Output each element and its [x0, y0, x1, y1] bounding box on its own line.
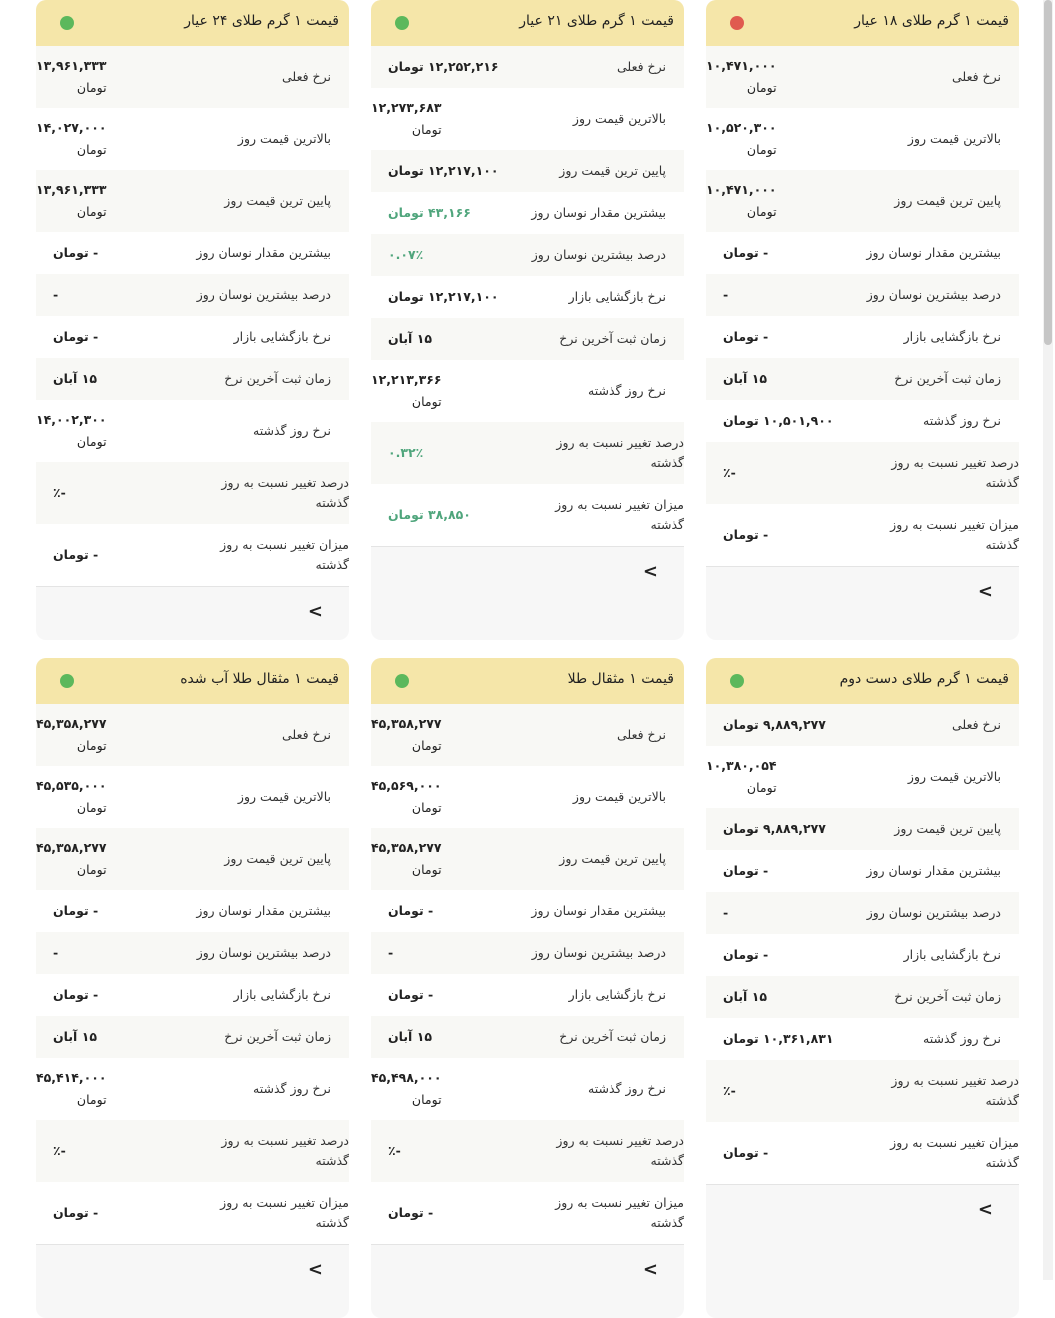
row-label: درصد تغییر نسبت به روز گذشته: [221, 475, 349, 510]
row-label: نرخ بازگشایی بازار: [903, 329, 1001, 344]
table-row: [706, 934, 1019, 976]
status-dot-icon: [395, 674, 409, 688]
value-number: ۱۳,۹۶۱,۳۳۳: [36, 182, 107, 197]
card-title: قیمت ۱ گرم طلای ۲۴ عیار: [184, 13, 339, 29]
row-value: -٪: [53, 485, 66, 500]
row-value: ۱۲,۲۱۷,۱۰۰ تومان: [388, 289, 499, 304]
status-dot-icon: [60, 16, 74, 30]
table-row: [371, 828, 684, 890]
table-row: [371, 1182, 684, 1244]
row-label: درصد تغییر نسبت به روز گذشته: [221, 1133, 349, 1168]
value-number: ۴۵,۳۵۸,۲۷۷: [36, 716, 107, 731]
table-row: [706, 1060, 1019, 1122]
value-unit: تومان: [76, 862, 107, 877]
table-row: [706, 504, 1019, 566]
row-label: پایین ترین قیمت روز: [224, 851, 331, 866]
card-footer: [36, 1244, 349, 1280]
row-label: بالاترین قیمت روز: [572, 111, 666, 126]
table-row: [706, 1018, 1019, 1060]
row-label: زمان ثبت آخرین نرخ: [224, 371, 331, 386]
value-unit: تومان: [411, 394, 442, 409]
row-value: - تومان: [388, 903, 434, 918]
value-unit: تومان: [76, 204, 107, 219]
value-unit: تومان: [76, 142, 107, 157]
row-value: [36, 837, 107, 881]
row-value: - تومان: [723, 947, 769, 962]
row-value: - تومان: [723, 245, 769, 260]
value-number: ۴۵,۵۳۵,۰۰۰: [36, 778, 107, 793]
card-header: [706, 658, 1019, 704]
row-value: - تومان: [53, 1205, 99, 1220]
row-value: -: [53, 945, 59, 960]
value-unit: تومان: [76, 1092, 107, 1107]
card-footer: [36, 586, 349, 622]
row-label: نرخ روز گذشته: [923, 1031, 1001, 1046]
row-value: - تومان: [53, 987, 99, 1002]
row-value: ۱۵ آبان: [53, 1029, 97, 1044]
table-row: [706, 442, 1019, 504]
value-number: ۱۴,۰۲۷,۰۰۰: [36, 120, 107, 135]
value-unit: تومان: [411, 862, 442, 877]
value-unit: تومان: [76, 80, 107, 95]
table-row: [706, 170, 1019, 232]
table-row: [706, 704, 1019, 746]
table-row: [371, 150, 684, 192]
row-value: ۴۳,۱۶۶ تومان: [388, 205, 471, 220]
row-value: [706, 117, 777, 161]
price-card: [706, 0, 1019, 640]
row-label: نرخ بازگشایی بازار: [903, 947, 1001, 962]
row-label: بالاترین قیمت روز: [907, 131, 1001, 146]
chevron-left-icon[interactable]: <: [307, 1259, 323, 1280]
row-label: بیشترین مقدار نوسان روز: [196, 903, 331, 918]
row-value: ۱۵ آبان: [388, 331, 432, 346]
table-row: [706, 746, 1019, 808]
value-unit: تومان: [746, 142, 777, 157]
table-row: [36, 524, 349, 586]
table-row: [36, 828, 349, 890]
row-value: [371, 1067, 442, 1111]
value-unit: تومان: [746, 780, 777, 795]
value-number: ۴۵,۴۱۴,۰۰۰: [36, 1070, 107, 1085]
table-row: [36, 232, 349, 274]
card-title: قیمت ۱ گرم طلای دست دوم: [839, 671, 1009, 687]
card-footer: [706, 566, 1019, 602]
row-value: -: [53, 287, 59, 302]
row-value: ۰.۰۷٪: [388, 247, 424, 262]
row-label: نرخ بازگشایی بازار: [233, 987, 331, 1002]
table-row: [371, 422, 684, 484]
row-label: نرخ روز گذشته: [923, 413, 1001, 428]
card-title: قیمت ۱ مثقال طلا: [567, 671, 674, 687]
row-value: - تومان: [53, 903, 99, 918]
row-label: درصد بیشترین نوسان روز: [196, 945, 331, 960]
row-label: بیشترین مقدار نوسان روز: [866, 245, 1001, 260]
row-value: -٪: [723, 465, 736, 480]
row-label: بیشترین مقدار نوسان روز: [196, 245, 331, 260]
card-header: [36, 658, 349, 704]
status-dot-icon: [730, 674, 744, 688]
table-row: [36, 1120, 349, 1182]
row-value: [36, 409, 107, 453]
row-value: ۱۰,۵۰۱,۹۰۰ تومان: [723, 413, 834, 428]
row-value: -: [723, 905, 729, 920]
row-label: بالاترین قیمت روز: [907, 769, 1001, 784]
row-label: درصد بیشترین نوسان روز: [866, 905, 1001, 920]
chevron-left-icon[interactable]: <: [642, 1259, 658, 1280]
table-row: [706, 808, 1019, 850]
card-header: [371, 658, 684, 704]
row-value: - تومان: [53, 329, 99, 344]
row-value: [706, 755, 777, 799]
row-value: ۱۰,۳۶۱,۸۳۱ تومان: [723, 1031, 834, 1046]
row-label: درصد بیشترین نوسان روز: [866, 287, 1001, 302]
table-row: [706, 892, 1019, 934]
table-row: [706, 46, 1019, 108]
row-label: نرخ فعلی: [282, 727, 331, 742]
row-value: [371, 97, 442, 141]
row-label: نرخ بازگشایی بازار: [568, 987, 666, 1002]
table-row: [36, 316, 349, 358]
row-value: [36, 713, 107, 757]
table-row: [371, 318, 684, 360]
row-value: ۱۵ آبان: [53, 371, 97, 386]
row-label: زمان ثبت آخرین نرخ: [894, 371, 1001, 386]
table-row: [371, 766, 684, 828]
table-row: [371, 88, 684, 150]
row-label: زمان ثبت آخرین نرخ: [224, 1029, 331, 1044]
row-value: ۱۲,۲۱۷,۱۰۰ تومان: [388, 163, 499, 178]
row-value: -: [388, 945, 394, 960]
value-number: ۴۵,۵۶۹,۰۰۰: [371, 778, 442, 793]
table-row: [706, 274, 1019, 316]
row-value: ۱۵ آبان: [723, 989, 767, 1004]
row-label: بیشترین مقدار نوسان روز: [531, 205, 666, 220]
value-unit: تومان: [411, 738, 442, 753]
row-label: درصد بیشترین نوسان روز: [531, 945, 666, 960]
row-label: میزان تغییر نسبت به روز گذشته: [890, 517, 1019, 552]
row-label: نرخ فعلی: [617, 727, 666, 742]
price-card: [371, 0, 684, 640]
table-row: [371, 974, 684, 1016]
card-title: قیمت ۱ گرم طلای ۱۸ عیار: [854, 13, 1009, 29]
row-label: نرخ فعلی: [952, 69, 1001, 84]
row-value: [371, 369, 442, 413]
row-value: - تومان: [723, 329, 769, 344]
row-label: پایین ترین قیمت روز: [559, 851, 666, 866]
row-value: [706, 179, 777, 223]
row-value: ۰.۳۲٪: [388, 445, 424, 460]
value-number: ۱۰,۵۲۰,۳۰۰: [706, 120, 777, 135]
chevron-left-icon[interactable]: <: [977, 1199, 993, 1220]
price-card: [36, 658, 349, 1318]
table-row: [706, 1122, 1019, 1184]
value-number: ۱۰,۴۷۱,۰۰۰: [706, 182, 777, 197]
row-label: میزان تغییر نسبت به روز گذشته: [220, 1195, 349, 1230]
row-value: -٪: [53, 1143, 66, 1158]
value-number: ۱۲,۲۱۳,۳۶۶: [371, 372, 442, 387]
row-value: [706, 55, 777, 99]
status-dot-icon: [60, 674, 74, 688]
value-unit: تومان: [746, 80, 777, 95]
table-row: [706, 976, 1019, 1018]
table-row: [36, 108, 349, 170]
card-header: [706, 0, 1019, 46]
row-label: پایین ترین قیمت روز: [894, 821, 1001, 836]
table-row: [706, 400, 1019, 442]
row-value: - تومان: [723, 1145, 769, 1160]
table-row: [371, 276, 684, 318]
table-row: [36, 1016, 349, 1058]
table-row: [36, 766, 349, 828]
price-card: [36, 0, 349, 640]
value-number: ۴۵,۳۵۸,۲۷۷: [371, 840, 442, 855]
row-label: بالاترین قیمت روز: [237, 131, 331, 146]
value-number: ۱۰,۴۷۱,۰۰۰: [706, 58, 777, 73]
table-row: [36, 274, 349, 316]
row-label: پایین ترین قیمت روز: [559, 163, 666, 178]
value-number: ۴۵,۴۹۸,۰۰۰: [371, 1070, 442, 1085]
row-value: [36, 179, 107, 223]
row-value: [36, 775, 107, 819]
table-row: [371, 890, 684, 932]
row-label: زمان ثبت آخرین نرخ: [559, 331, 666, 346]
row-label: درصد تغییر نسبت به روز گذشته: [556, 1133, 684, 1168]
card-title: قیمت ۱ گرم طلای ۲۱ عیار: [519, 13, 674, 29]
table-row: [36, 1058, 349, 1120]
chevron-left-icon[interactable]: <: [642, 561, 658, 582]
row-label: نرخ روز گذشته: [253, 423, 331, 438]
row-label: نرخ روز گذشته: [588, 1081, 666, 1096]
table-row: [706, 850, 1019, 892]
table-row: [36, 400, 349, 462]
price-card: [706, 658, 1019, 1318]
row-value: ۱۲,۲۵۲,۲۱۶ تومان: [388, 59, 499, 74]
row-value: - تومان: [723, 863, 769, 878]
row-label: بالاترین قیمت روز: [237, 789, 331, 804]
table-row: [371, 932, 684, 974]
table-row: [36, 1182, 349, 1244]
table-row: [371, 1016, 684, 1058]
table-row: [706, 232, 1019, 274]
row-label: میزان تغییر نسبت به روز گذشته: [890, 1135, 1019, 1170]
card-header: [36, 0, 349, 46]
row-label: نرخ فعلی: [952, 717, 1001, 732]
table-row: [36, 890, 349, 932]
row-value: - تومان: [388, 987, 434, 1002]
value-number: ۴۵,۳۵۸,۲۷۷: [36, 840, 107, 855]
row-label: درصد تغییر نسبت به روز گذشته: [891, 1073, 1019, 1108]
row-value: [36, 117, 107, 161]
row-label: میزان تغییر نسبت به روز گذشته: [555, 1195, 684, 1230]
value-number: ۴۵,۳۵۸,۲۷۷: [371, 716, 442, 731]
chevron-left-icon[interactable]: <: [307, 601, 323, 622]
row-value: ۹,۸۸۹,۲۷۷ تومان: [723, 717, 826, 732]
row-label: پایین ترین قیمت روز: [894, 193, 1001, 208]
row-value: [371, 713, 442, 757]
status-dot-icon: [395, 16, 409, 30]
row-value: ۹,۸۸۹,۲۷۷ تومان: [723, 821, 826, 836]
card-title: قیمت ۱ مثقال طلا آب شده: [180, 671, 339, 687]
row-value: [36, 55, 107, 99]
value-unit: تومان: [411, 122, 442, 137]
row-label: میزان تغییر نسبت به روز گذشته: [555, 497, 684, 532]
value-unit: تومان: [411, 1092, 442, 1107]
card-footer: [371, 546, 684, 582]
row-label: درصد بیشترین نوسان روز: [196, 287, 331, 302]
value-number: ۱۲,۲۷۳,۶۸۳: [371, 100, 442, 115]
table-row: [371, 234, 684, 276]
chevron-left-icon[interactable]: <: [977, 581, 993, 602]
row-value: - تومان: [723, 527, 769, 542]
table-row: [36, 932, 349, 974]
row-value: -٪: [723, 1083, 736, 1098]
row-label: بیشترین مقدار نوسان روز: [866, 863, 1001, 878]
table-row: [36, 974, 349, 1016]
table-row: [36, 462, 349, 524]
row-value: -٪: [388, 1143, 401, 1158]
row-label: نرخ بازگشایی بازار: [233, 329, 331, 344]
row-label: زمان ثبت آخرین نرخ: [559, 1029, 666, 1044]
value-number: ۱۴,۰۰۲,۳۰۰: [36, 412, 107, 427]
row-label: درصد تغییر نسبت به روز گذشته: [556, 435, 684, 470]
row-label: نرخ روز گذشته: [588, 383, 666, 398]
row-value: [371, 775, 442, 819]
table-row: [371, 704, 684, 766]
row-label: زمان ثبت آخرین نرخ: [894, 989, 1001, 1004]
row-label: نرخ روز گذشته: [253, 1081, 331, 1096]
card-footer: [371, 1244, 684, 1280]
row-label: بیشترین مقدار نوسان روز: [531, 903, 666, 918]
row-value: - تومان: [53, 245, 99, 260]
table-row: [371, 1120, 684, 1182]
value-unit: تومان: [76, 434, 107, 449]
table-row: [706, 316, 1019, 358]
table-row: [371, 360, 684, 422]
row-label: درصد تغییر نسبت به روز گذشته: [891, 455, 1019, 490]
row-value: ۳۸,۸۵۰ تومان: [388, 507, 471, 522]
scrollbar[interactable]: [1043, 0, 1053, 1280]
card-footer: [706, 1184, 1019, 1220]
table-row: [36, 46, 349, 108]
row-label: میزان تغییر نسبت به روز گذشته: [220, 537, 349, 572]
row-label: بالاترین قیمت روز: [572, 789, 666, 804]
row-value: -: [723, 287, 729, 302]
status-dot-icon: [730, 16, 744, 30]
value-unit: تومان: [746, 204, 777, 219]
row-value: ۱۵ آبان: [388, 1029, 432, 1044]
row-value: - تومان: [388, 1205, 434, 1220]
value-number: ۱۳,۹۶۱,۳۳۳: [36, 58, 107, 73]
table-row: [371, 46, 684, 88]
row-label: درصد بیشترین نوسان روز: [531, 247, 666, 262]
scrollbar-thumb[interactable]: [1044, 0, 1052, 345]
row-value: [36, 1067, 107, 1111]
row-value: - تومان: [53, 547, 99, 562]
table-row: [371, 192, 684, 234]
value-number: ۱۰,۳۸۰,۰۵۴: [706, 758, 777, 773]
value-unit: تومان: [76, 738, 107, 753]
row-label: پایین ترین قیمت روز: [224, 193, 331, 208]
table-row: [371, 1058, 684, 1120]
table-row: [36, 170, 349, 232]
value-unit: تومان: [76, 800, 107, 815]
row-label: نرخ فعلی: [282, 69, 331, 84]
row-label: نرخ بازگشایی بازار: [568, 289, 666, 304]
row-value: [371, 837, 442, 881]
table-row: [371, 484, 684, 546]
row-value: ۱۵ آبان: [723, 371, 767, 386]
card-header: [371, 0, 684, 46]
table-row: [706, 358, 1019, 400]
table-row: [706, 108, 1019, 170]
table-row: [36, 704, 349, 766]
price-card: [371, 658, 684, 1318]
table-row: [36, 358, 349, 400]
row-label: نرخ فعلی: [617, 59, 666, 74]
value-unit: تومان: [411, 800, 442, 815]
